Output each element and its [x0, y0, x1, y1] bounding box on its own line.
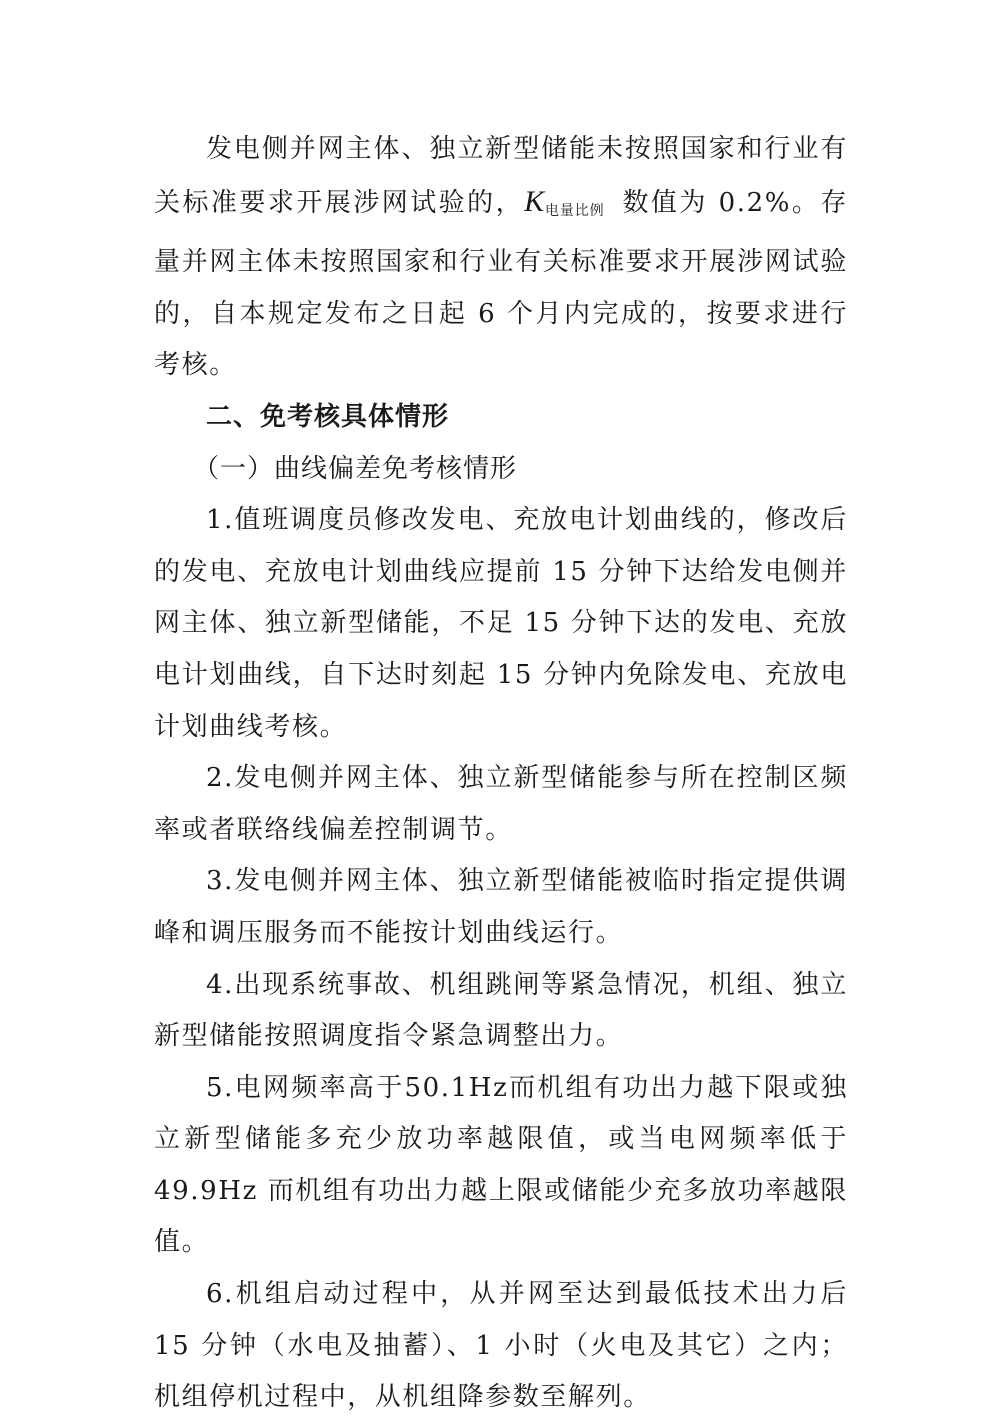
list-item-5: 5.电网频率高于50.1Hz而机组有功出力越下限或独立新型储能多充少放功率越限值，或当电网频率低于 49.9Hz 而机组有功出力越上限或储能少充多放功率越限值。: [154, 1072, 848, 1258]
k-coefficient-subscript: 电量比例: [544, 202, 605, 219]
paragraph-grid-test-before: 发电侧并网主体、独立新型储能未按照国家和行业有关标准要求开展涉网试验的，: [154, 134, 848, 218]
list-item-4: 4.出现系统事故、机组跳闸等紧急情况，机组、独立新型储能按照调度指令紧急调整出力。: [154, 969, 848, 1052]
document-body: [154, 124, 848, 1424]
list-item-6: 6.机组启动过程中，从并网至达到最低技术出力后 15 分钟（水电及抽蓄）、1 小时（火电及其它）之内；机组停机过程中，从机组降参数至解列。: [154, 1279, 848, 1413]
list-item-3: 3.发电侧并网主体、独立新型储能被临时指定提供调峰和调压服务而不能按计划曲线运行。: [154, 866, 848, 948]
paragraph-grid-test: [154, 124, 848, 392]
k-coefficient-symbol: K: [524, 184, 545, 218]
list-item-1: 1.值班调度员修改发电、充放电计划曲线的，修改后的发电、充放电计划曲线应提前 15 分钟下达给发电侧并网主体、独立新型储能，不足 15 分钟下达的发电、充放电计划曲线，自下达时刻起 15 分钟内免除发电、充放电计划曲线考核。: [154, 505, 848, 742]
paragraph-grid-test-after: 数值为 0.2%。存量并网主体未按照国家和行业有关标准要求开展涉网试验的，自本规定发布之日起 6 个月内完成的，按要求进行考核。: [154, 187, 848, 381]
section-heading-exemption: 二、免考核具体情形: [206, 401, 450, 432]
subsection-heading-curve-deviation: （一）曲线偏差免考核情形: [193, 453, 518, 484]
list-item-2: 2.发电侧并网主体、独立新型储能参与所在控制区频率或者联络线偏差控制调节。: [154, 763, 848, 845]
